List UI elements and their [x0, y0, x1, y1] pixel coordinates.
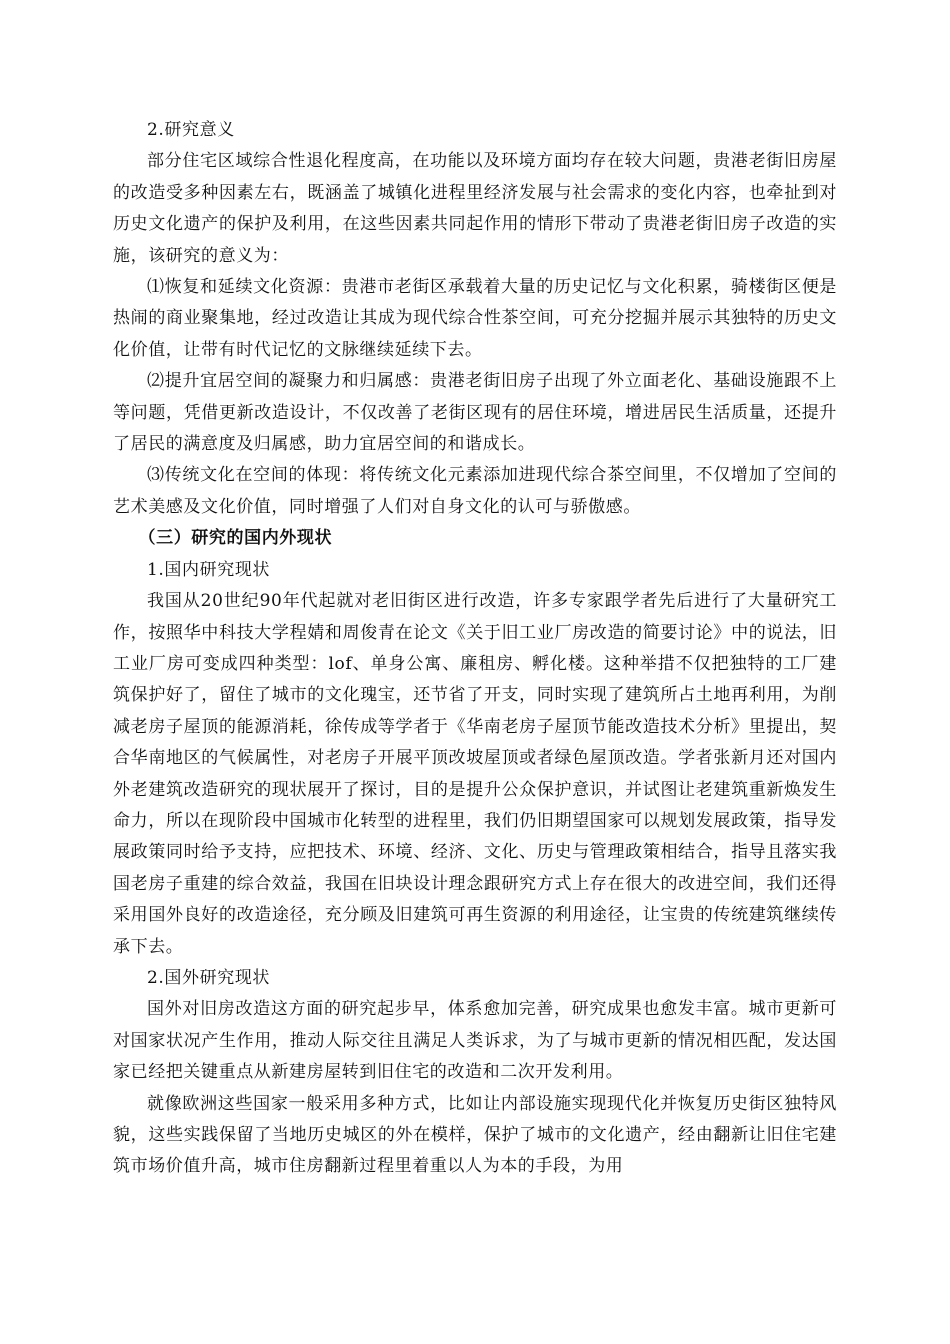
paragraph-significance-intro: 部分住宅区域综合性退化程度高，在功能以及环境方面均存在较大问题，贵港老街旧房屋的改造受多种因素左右，既涵盖了城镇化进程里经济发展与社会需求的变化内容，也牵扯到对历史文化遗产的保护及利用，在这些因素共同起作用的情形下带动了贵港老街旧房子改造的实施，该研究的意义为： — [113, 151, 837, 266]
paragraph-domestic-status: 我国从20世纪90年代起就对老旧街区进行改造，许多专家跟学者先后进行了大量研究工作，按照华中科技大学程婧和周俊青在论文《关于旧工业厂房改造的简要讨论》中的说法，旧工业厂房可变成四种类型：lof、单身公寓、廉租房、孵化楼。这种举措不仅把独特的工厂建筑保护好了，留住了城市的文化瑰宝，还节省了开支，同时实现了建筑所占土地再利用，为削减老房子屋顶的能源消耗，徐传成等学者于《华南老房子屋顶节能改造技术分析》里提出，契合华南地区的气候属性，对老房子开展平顶改坡屋顶或者绿色屋顶改造。学者张新月还对国内外老建筑改造研究的现状展开了探讨，目的是提升公众保护意识，并试图让老建筑重新焕发生命力，所以在现阶段中国城市化转型的进程里，我们仍旧期望国家可以规划发展政策，指导发展政策同时给予支持，应把技术、环境、经济、文化、历史与管理政策相结合，指导且落实我国老房子重建的综合效益，我国在旧块设计理念跟研究方式上存在很大的改进空间，我们还得采用国外良好的改造途径，充分顾及旧建筑可再生资源的利用途径，让宝贵的传统建筑继续传承下去。 — [113, 591, 837, 957]
document-page — [113, 115, 837, 1183]
section-heading-research-status: （三）研究的国内外现状 — [138, 528, 333, 549]
paragraph-foreign-status-1: 国外对旧房改造这方面的研究起步早，体系愈加完善，研究成果也愈发丰富。城市更新可对国家状况产生作用，推动人际交往且满足人类诉求，为了与城市更新的情况相匹配，发达国家已经把关键重点从新建房屋转到旧住宅的改造和二次开发利用。 — [113, 999, 837, 1083]
subheading-research-significance: 2.研究意义 — [147, 120, 235, 140]
paragraph-foreign-status-2: 就像欧洲这些国家一般采用多种方式，比如让内部设施实现现代化并恢复历史街区独特风貌，这些实践保留了当地历史城区的外在模样，保护了城市的文化遗产，经由翻新让旧住宅建筑市场价值升高，城市住房翻新过程里着重以人为本的手段，为用 — [113, 1093, 837, 1177]
paragraph-significance-point-1: ⑴恢复和延续文化资源：贵港市老街区承载着大量的历史记忆与文化积累，骑楼街区便是热闹的商业聚集地，经过改造让其成为现代综合性茶空间，可充分挖掘并展示其独特的历史文化价值，让带有时代记忆的文脉继续延续下去。 — [113, 277, 837, 360]
paragraph-significance-point-3: ⑶传统文化在空间的体现：将传统文化元素添加进现代综合茶空间里，不仅增加了空间的艺术美感及文化价值，同时增强了人们对自身文化的认可与骄傲感。 — [113, 465, 837, 517]
subheading-domestic-status: 1.国内研究现状 — [147, 559, 271, 580]
paragraph-significance-point-2: ⑵提升宜居空间的凝聚力和归属感：贵港老街旧房子出现了外立面老化、基础设施跟不上等问题，凭借更新改造设计，不仅改善了老街区现有的居住环境，增进居民生活质量，还提升了居民的满意度及归属感，助力宜居空间的和谐成长。 — [113, 371, 837, 455]
subheading-foreign-status: 2.国外研究现状 — [147, 967, 271, 988]
